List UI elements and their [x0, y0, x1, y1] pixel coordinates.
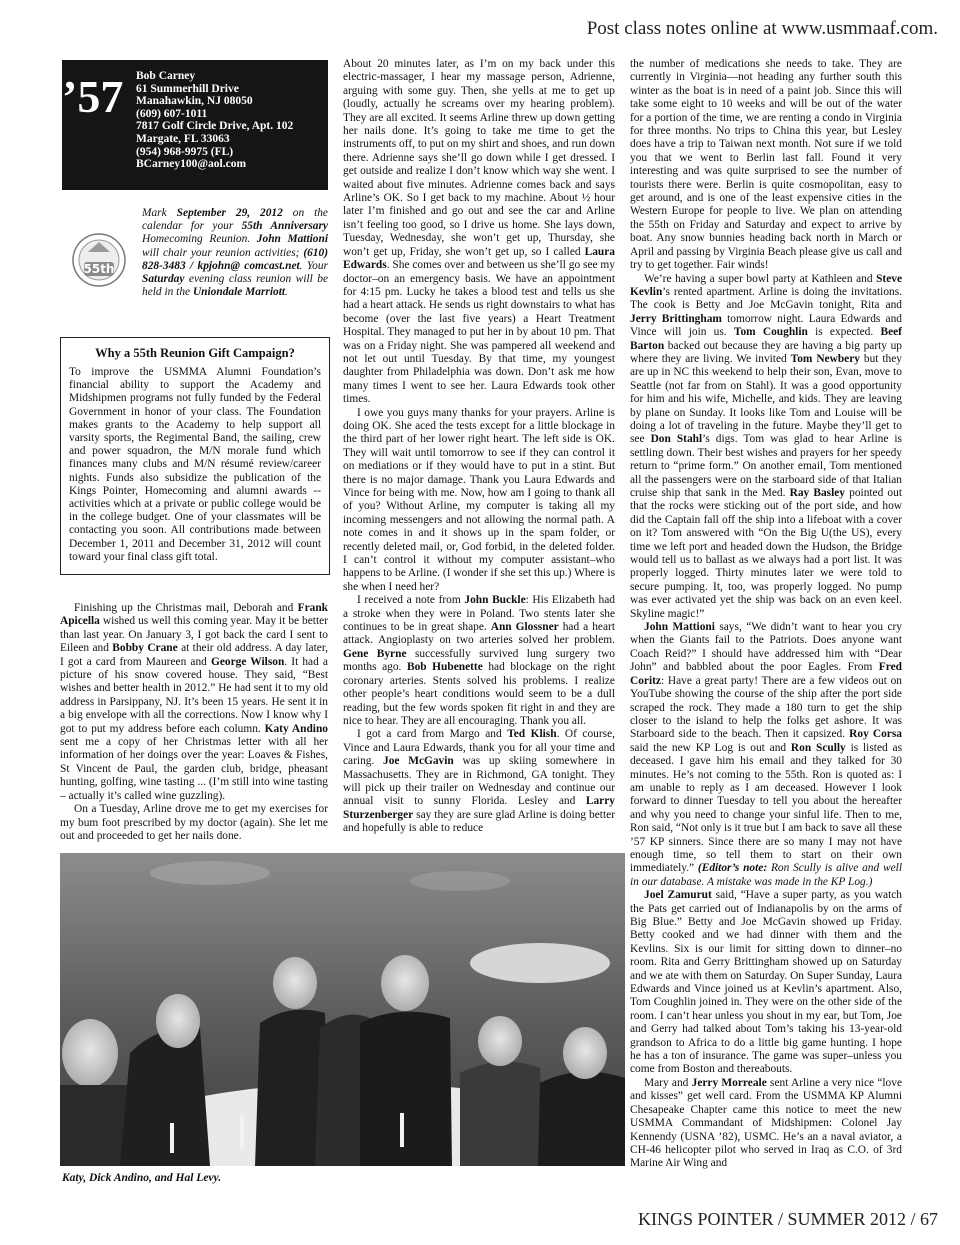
class-header — [62, 60, 328, 190]
class-year: ’57 — [62, 71, 124, 122]
reunion-announcement: Mark September 29, 2012 on the calendar for your 55th Anniversary Homecoming Reunion. John Mattioni will chair your reunion activities; (610) 828-3483 / kpjohn@ comcast.net. Your Saturday evening class reunion will be held in the Uniondale Marriott. — [142, 207, 328, 299]
paragraph: About 20 minutes later, as I’m on my back under this electric-massager, I hear my massage person, Adrienne, arguing with some guy. Then, she yells at me to get up (loudly, actually he screams over my hearing problem). They are all excited. It seems Arline threw up down getting her nails done. It’s going to take me time to get the instruments off, to put on my shirt and shoes, and run down there. Adrienne says she’ll go down while I get dressed. I get outside and realize I don’t know which way she went. I waited about five minutes. Adrienne comes back and says Arline’s OK. So I get back to my machine. About ½ hour later I’m finished and go out and see the car and Arline isn’t feeling too good, so I drive us home. She lays down, Tuesday, Wednesday, she won’t get up, Thursday, she won’t get up, Friday, she won’t get up, so I called Laura Edwards. She comes over and between us she’ll go see my doctor–on an emergency basis. We have an appointment for 4:15 pm. Lucky he takes a blood test and tells us she had a heart attack. He sends us right downstairs to what has become (over the last five years) a Heart Treatment Hospital. They managed to put her in by about 10 pm. That was on a Friday night. She was pampered all weekend and not let out until Tuesday. By that time, my youngest daughter from Philadelphia was down. Don’t ask me how many times I went to see her. Laura Edwards took other times. — [343, 58, 615, 406]
name-bold: Steve Kevlin — [630, 272, 902, 298]
campaign-title: Why a 55th Reunion Gift Campaign? — [95, 346, 295, 360]
contact-line: (609) 607-1011 — [136, 107, 208, 120]
name-bold: Roy Corsa — [849, 728, 902, 741]
name-bold: John Buckle — [464, 594, 526, 607]
campaign-body: To improve the USMMA Alumni Foundation’s financial ability to support the Academy and Midshipmen programs not fully funded by the Federal Government in honor of your class. The Foundation makes grants to the Academy to help support all varsity sports, the Regimental Band, the sailing, crew and power squadron, the M/N morale fund which finances many clubs and M/N résumé review/career nights. Funds also subsidize the publication of the Kings Pointer, Homecoming and alumni awards -- activities which at a private or public college would be in the college budget. One of your classmates will be contacting you soon. All contributions made between December 1, 2011 and December 31, 2012 will count toward your final class gift total. — [69, 366, 321, 563]
name-bold: Joel Zamurut — [644, 889, 712, 902]
name-bold: Jerry Morreale — [691, 1076, 767, 1089]
gift-campaign-box — [60, 337, 330, 575]
name-bold: George Wilson — [210, 655, 285, 668]
contact-line: Bob Carney — [136, 70, 196, 82]
55th-reunion-seal — [70, 232, 128, 294]
contact-line: Manahawkin, NJ 08050 — [136, 95, 253, 108]
name-bold: Ann Glossner — [490, 621, 559, 634]
contact-line: 61 Summerhill Drive — [136, 82, 239, 95]
column-2-text — [343, 58, 615, 850]
paragraph: I got a card from Margo and Ted Klish. Of course, Vince and Laura Edwards, thank you for all your time and caring. Joe McGavin was up skiing somewhere in Massachusetts. They are in Richmond, GA tonight. They will pick up their trailer on Wednesday and continue our annual visit to sunny Florida. Lesley and Larry Sturzenberger say they are sure glad Arline is doing better and hopefully is able to reduce — [343, 728, 615, 835]
paragraph: I received a note from John Buckle: His Elizabeth had a stroke when they were in Poland. Two stents later she continues to be in great shape. Ann Glossner had a heart attack. Angioplasty on two arteries solved her problem. Gene Byrne successfully survived lung surgery two months ago. Bob Hubenette had blockage on the right coronary arteries. Stents solved his problems. I realize other people’s heart conditions would seem to be a dull reading, but the few words spoken fit right in and they are nice to hear. They are all encouraging. Thank you all. — [343, 594, 615, 727]
name-bold: Tom Coughlin — [733, 326, 808, 339]
name-bold: Ron Scully — [790, 741, 846, 754]
name-bold: Gene Byrne — [343, 647, 407, 660]
seal-label: 55th — [83, 262, 115, 276]
contact-line: (954) 968-9975 (FL) — [136, 145, 234, 158]
paragraph: Finishing up the Christmas mail, Deborah and Frank Apicella wished us well this coming year. May it be better than last year. On January 3, I got back the card I sent to Eileen and Bobby Crane at their old address. A day later, I got a card from Maureen and George Wilson. It had a picture of his snow covered house. They said, “Best wishes and better health in 2012.” He had sent it to my old address in Parsippany, NJ. It’s been 15 years. He sent it in a big envelope with all the corrections. Now I know why I got to put my address before each column. Katy Andino sent me a copy of her Christmas letter with all her information of her doings over the year: Loaves & Fishes, St Vincent de Paul, the garden club, bridge, pheasant hunting, golfing, wine tasting ... (I’m still into wine tasting – actually it’s called wine guzzling). — [60, 602, 328, 802]
paragraph: the number of medications she needs to take. They are currently in Virginia—not heading any further south this winter as the boat is in need of a paint job. Since this will take some eight to 10 weeks and will be out of the water for a portion of the time, we are renting a condo in Virginia for three months. No trips to China this year, but Lesley does have a trip to Taiwan next month. Not sure if we told you that we went to Berlin last fall. Found it very interesting and was quite surprised to see the number of tourists there were. Berlin is quite cosmopolitan, easy to get around, and is one of the least expensive cities in the Western Europe for people to live. We plan on attending the 55th on Friday and Saturday and expect to arrive by boat. Any snow bunnies heading back north in March or April and passing by Virginia Beach please give us call and try to get together. Fair winds! — [630, 58, 902, 272]
column-1-text — [60, 602, 328, 847]
paragraph: Mary and Jerry Morreale sent Arline a very nice “love and kisses” get well card. From the USMMA KP Alumni Chesapeake Chapter came this notice to meet the new USMMA Commandant of Midshipmen: Colonel Jay Kennendy (USNA ’82), USMC. He’s an a naval aviator, a CH-46 helicopter pilot who served in Iraq as C.O. of 3rd Marine Air Wing and — [630, 1076, 902, 1170]
name-bold: Laura Edwards — [343, 245, 615, 272]
name-bold: Fred Coritz — [630, 661, 902, 687]
name-bold: Tom Newbery — [790, 352, 860, 365]
editor-note-text: Ron Scully is alive and well in our database. A mistake was made in the KP Log.) — [630, 862, 902, 888]
name-bold: John Mattioni — [644, 621, 715, 634]
contact-line: 7817 Golf Circle Drive, Apt. 102 — [136, 120, 294, 133]
paragraph: I owe you guys many thanks for your prayers. Arline is doing OK. She aced the tests except for a little blockage in the third part of her lower right heart. The left side is OK. They will wait until tomorrow to see if they can control it on mediations or if they would have to put in a stint. But there is no major damage. Thank you Laura Edwards and Vince for being with me. Now, how am I going to thank all of you? Without Arline, my computer is taking all my incoming messengers and not allowing the normal path. A note comes in and it shows up in the spam folder, or recently deleted mail, or, God forbid, in the deleted folder. I can’t control it without my computer assistant–who happens to be Arline. (I wonder if she set this up.) Where is she when I need her? — [343, 406, 615, 593]
contact-block — [136, 70, 293, 171]
editor-note-label: (Editor’s note: — [697, 862, 768, 875]
page-footer: KINGS POINTER / SUMMER 2012 / 67 — [637, 1209, 938, 1229]
photo-caption: Katy, Dick Andino, and Hal Levy. — [62, 1172, 222, 1184]
name-bold: Larry Sturzenberger — [343, 795, 615, 821]
top-note: Post class notes online at www.usmmaaf.com. — [586, 18, 938, 39]
name-bold: Bob Hubenette — [406, 661, 483, 674]
contact-line: Margate, FL 33063 — [136, 132, 230, 145]
name-bold: Joe McGavin — [383, 755, 454, 768]
column-3-text — [630, 58, 902, 1203]
paragraph: Joel Zamurut said, “Have a super party, as you watch the Pats get carried out of Indianapolis by on the arms of Big Blue.” Betty and Joe McGavin showed up Friday. Betty cooked and we had dinner with them and the Kevlins. Six is our limit for sitting down to dinner–no room. Rita and Gerry Brittingham showed up on Saturday and we ate with them on Saturday. On Super Sunday, Laura Edwards and Vince joined us at Kevlin’s apartment. Also, Tom Coughlin joined in. They were on the other side of the room. I can’t hear unless you shout in my ear, but Tom, Joe and Gerry had talked about Tom’s taking his 13-year-old grandson to Africa to do a little big game hunting. I hope he has a ton of insurance. The game was super–unless you come from Boston and thereabouts. — [630, 889, 902, 1076]
paragraph: John Mattioni says, “We didn’t want to hear you cry when the Giants fail to the Patriots. Does anyone want Coach Reid?” I should have addressed him with “Dear John” and babbled about the poor Eagles. From Fred Coritz: Have a great party! There are a few videos out on YouTube showing the course of the ship after the port side scraped the rock. They made a 180 turn to get the ship closer to the island to help the folks get ashore. It was Starboard side to the beach. Then it capsized. Roy Corsa said the new KP Log is out and Ron Scully is listed as deceased. I gave him his email and they talked for 30 minutes. He’s not coming to the 55th. Ron is quoted as: I am unable to reply as I am deceased. However I look forward to dinner Tuesday to tell you about the hereafter and why you need to change your sinful life. Then to me, Ron said, “Not only is it true but I am back to save all these ’57 KP sinners. Since there are so many I may not have enough time, so tell them to start on their own immediately.” (Editor’s note: Ron Scully is alive and well in our database. A mistake was made in the KP Log.) — [630, 621, 902, 888]
name-bold: Ray Basley — [789, 487, 845, 499]
name-bold: Bobby Crane — [112, 642, 178, 655]
paragraph: We’re having a super bowl party at Kathleen and Steve Kevlin’s rented apartment. Arline is doing the invitations. The cook is Betty and Joe McGavin tonight, Rita and Jerry Brittingham tomorrow night. Laura Edwards and Vince will join us. Tom Coughlin is expected. Beef Barton backed out because they are having a big party up where they are living. We invited Tom Newbery but they are up in NC this weekend to help their son, Evan, move to Seattle (not far from on Stahl). It was a good opportunity for him and his wife, Michelle, and kids. They are leaving by plane on Sunday. It looks like Tom and Louise will be doing a lot of traveling in the future. Maybe they’ll get to see Don Stahl’s digs. Tom was glad to hear Arline is settling down. Their best wishes and prayers for her speedy return to “prime form.” On another email, Tom mentioned all the passengers were on the starboard side of that Italian cruise ship that sank in the Med. Ray Basley pointed out that the rocks were sticking out of the port side, and how did the Captain fall off the ship into a lifeboat with a cover on it? Tom answered with “On the Big U(the US), every time we left port and headed down the Hudson, the Bridge would tell us to ballast as we always had a port list. It was properly logged. Thirty minutes later we were told to secure pumping. It, too, was properly logged. No pump was ever activated yet the ship was back on an even keel. Skyline magic!” — [630, 272, 902, 620]
name-bold: Jerry Brittingham — [630, 312, 722, 325]
name-bold: Katy Andino — [264, 722, 328, 735]
name-bold: Frank Apicella — [60, 602, 328, 628]
paragraph: On a Tuesday, Arline drove me to get my exercises for my bum foot prescribed by my doctor (again). She let me out and proceeded to get her nails done. — [60, 803, 328, 842]
name-bold: Beef Barton — [630, 326, 902, 352]
name-bold: Don Stahl — [650, 433, 703, 446]
name-bold: Ted Klish — [507, 728, 557, 741]
contact-line[interactable]: BCarney100@aol.com — [136, 158, 247, 171]
reunion-photo — [60, 853, 625, 1166]
